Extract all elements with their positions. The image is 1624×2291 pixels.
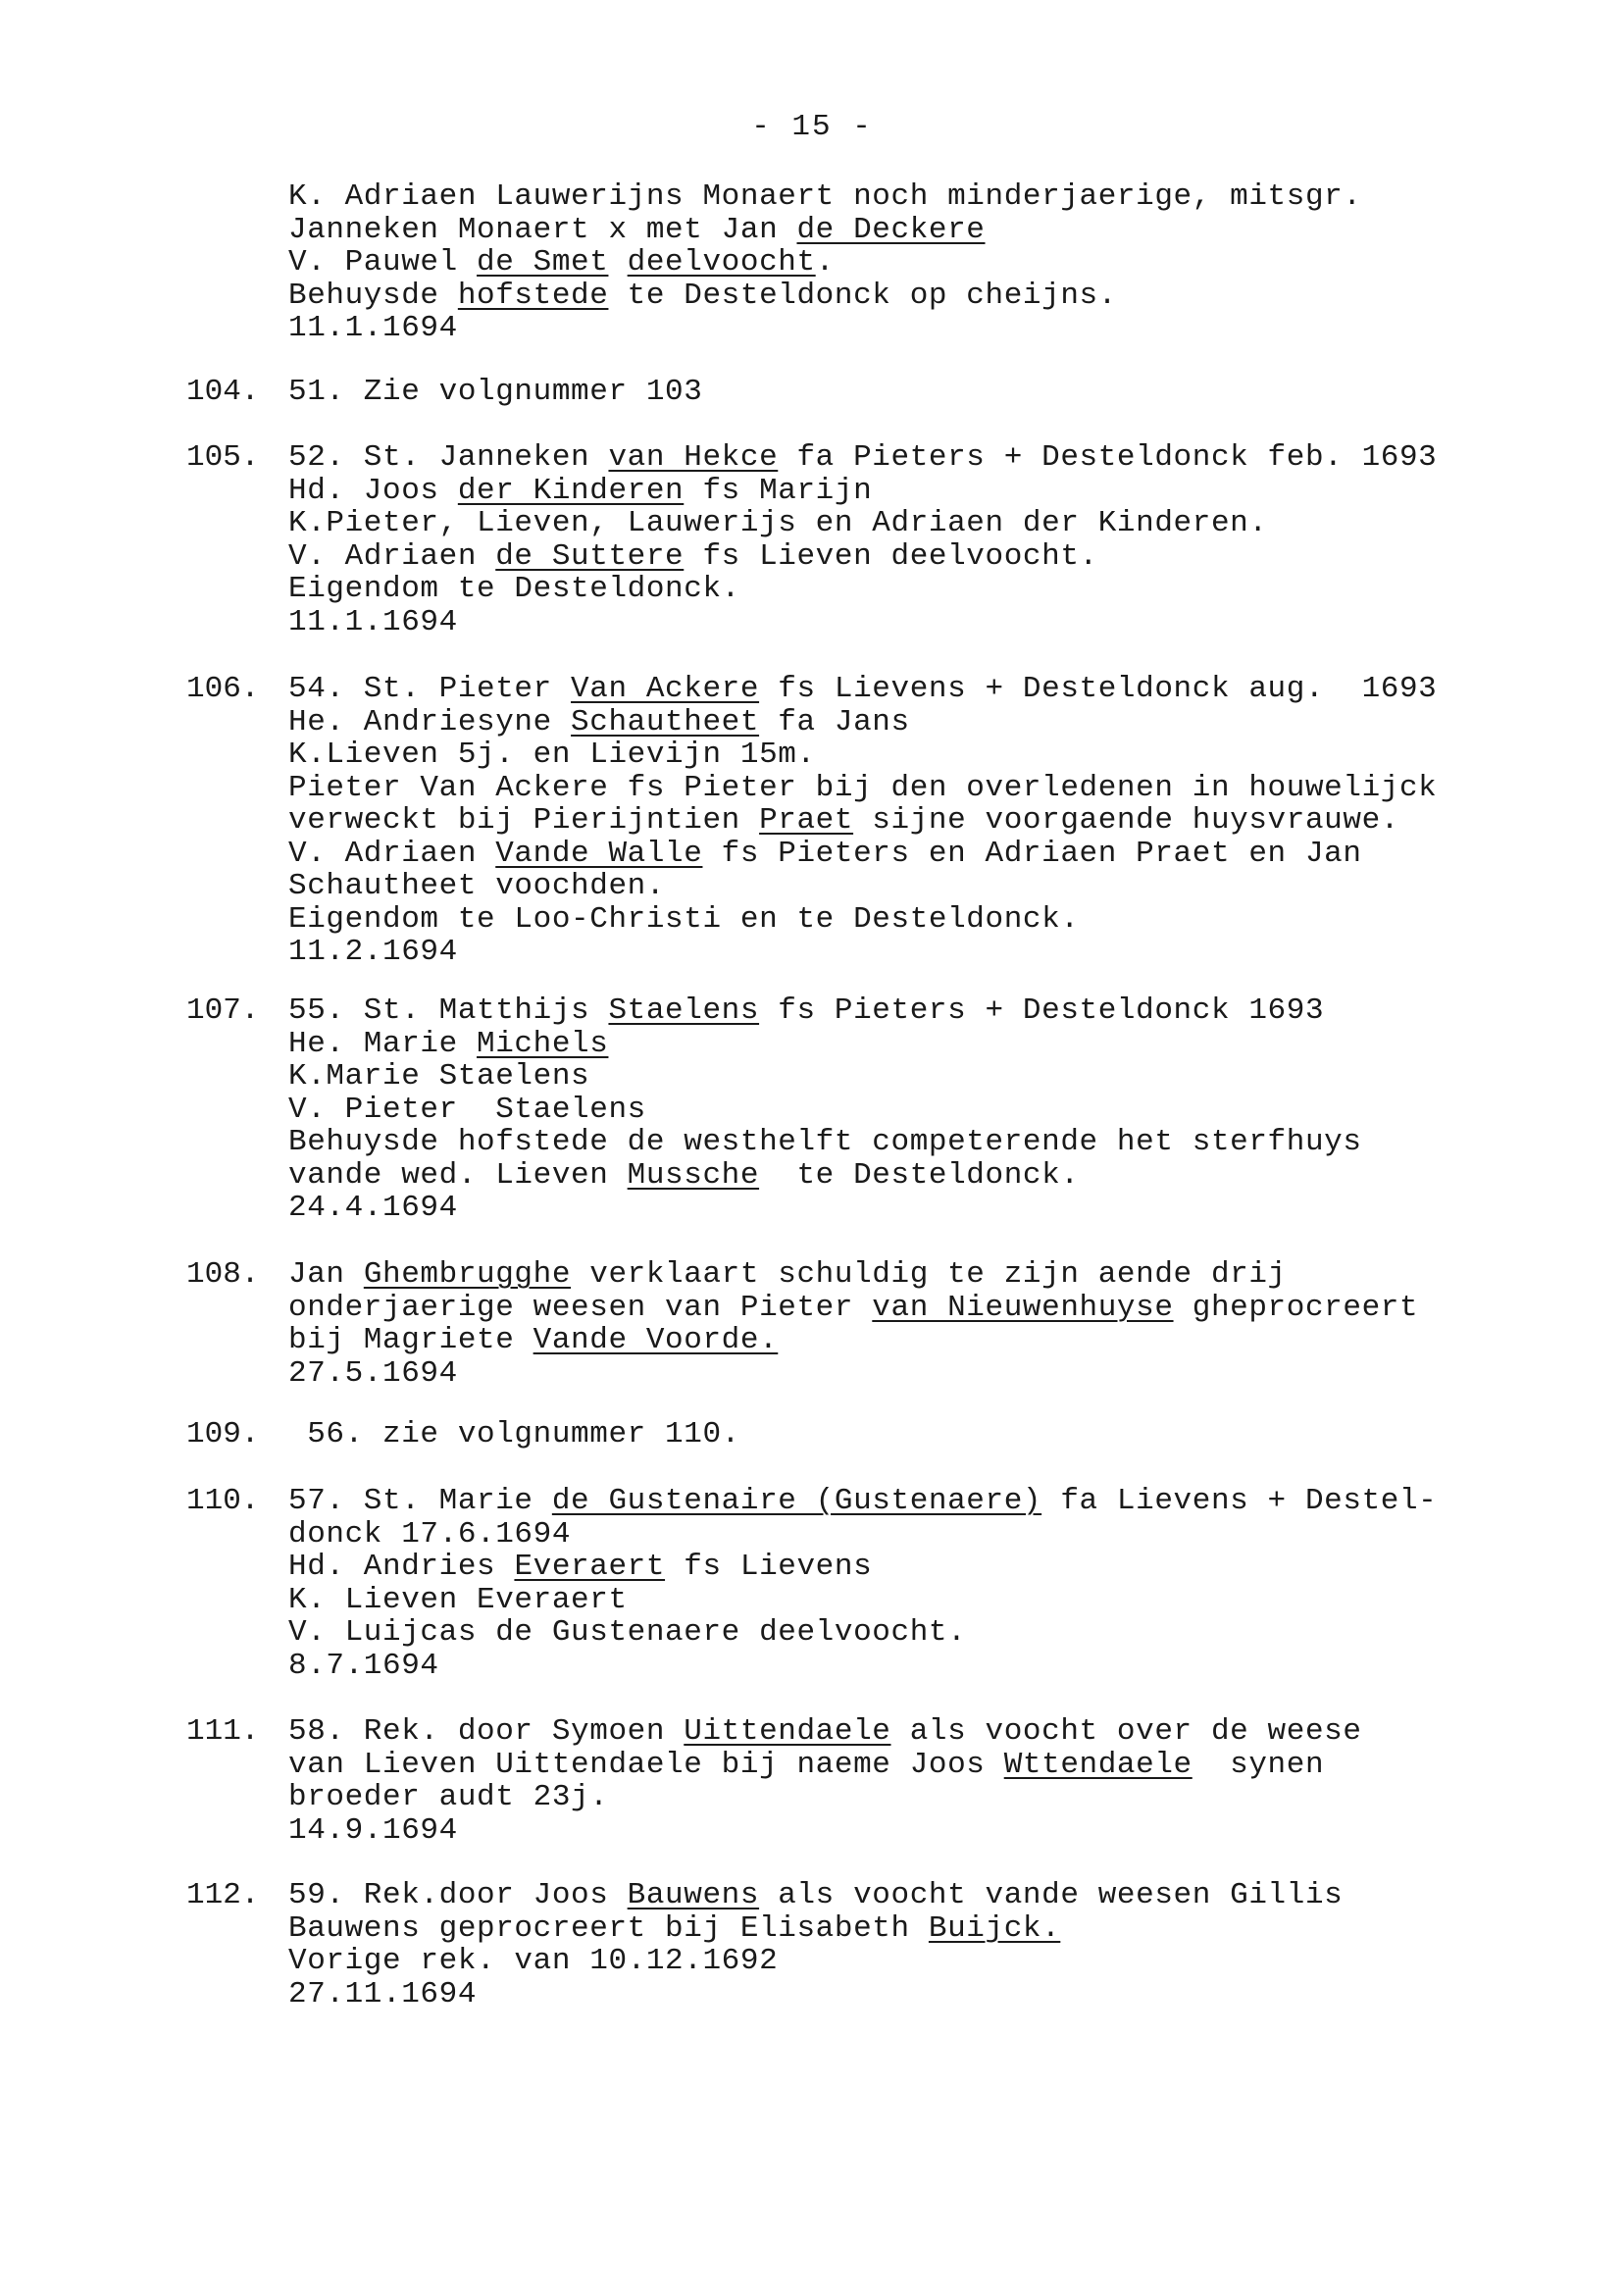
entry-number: 109. <box>186 1417 260 1451</box>
text-segment: bij Magriete <box>288 1323 533 1357</box>
text-segment: K.Pieter, Lieven, Lauwerijs en Adriaen der Kinderen. <box>288 506 1268 540</box>
text-segment: 27.11.1694 <box>288 1976 478 2011</box>
underlined-name: Vande Voorde. <box>533 1323 779 1357</box>
text-segment: 59. Rek.door Joos <box>288 1878 628 1912</box>
entry-lines <box>288 1258 1602 1390</box>
text-segment: van Lieven Uittendaele bij naeme Joos <box>288 1747 1004 1782</box>
text-segment: fs Lievens <box>665 1550 873 1584</box>
text-segment: Behuysde hofstede de westhelft competerende het sterfhuys <box>288 1125 1362 1159</box>
entry-line <box>288 1584 1602 1617</box>
entry-line <box>288 507 1602 540</box>
text-segment: Janneken Monaert x met Jan <box>288 212 797 247</box>
entry-lines <box>288 1485 1602 1682</box>
entry-line <box>288 1551 1602 1584</box>
text-segment: 51. Zie volgnummer 103 <box>288 375 703 409</box>
text-segment: K.Marie Staelens <box>288 1059 590 1094</box>
text-segment: Jan <box>288 1257 364 1292</box>
entry-line <box>288 1060 1602 1094</box>
text-segment: V. Adriaen <box>288 836 496 871</box>
underlined-name: der Kinderen <box>457 473 685 508</box>
entry-lines <box>288 1715 1602 1847</box>
text-segment: Bauwens geprocreert bij Elisabeth <box>288 1910 929 1946</box>
entry-number: 105. <box>186 440 260 475</box>
underlined-name: Ghembrugghe <box>363 1257 572 1292</box>
text-segment: 52. St. Janneken <box>288 440 609 475</box>
entry-line <box>288 1258 1602 1292</box>
text-segment: te Desteldonck. <box>759 1157 1080 1193</box>
underlined-name: hofstede <box>457 278 609 313</box>
text-segment: 24.4.1694 <box>288 1191 458 1225</box>
underlined-name: Bauwens <box>627 1878 760 1912</box>
entry-line <box>288 1094 1602 1127</box>
entry-line <box>288 738 1602 772</box>
text-segment: 58. Rek. door Symoen <box>288 1714 685 1749</box>
text-segment: Hd. Andries <box>288 1550 515 1584</box>
underlined-name: Buijck. <box>928 1910 1061 1946</box>
text-segment: als voocht over de weese <box>890 1714 1362 1749</box>
underlined-name: Everaert <box>514 1550 666 1584</box>
text-segment: sijne voorgaende huysvrauwe. <box>853 803 1399 838</box>
text-segment: fa Lievens + Destel- <box>1041 1484 1438 1518</box>
entry-line <box>288 804 1602 838</box>
underlined-name: de Deckere <box>796 212 986 247</box>
entry-line <box>288 1912 1602 1946</box>
page-number: - 15 - <box>751 110 873 144</box>
entry-number: 110. <box>186 1484 260 1518</box>
text-segment: te Desteldonck op cheijns. <box>608 278 1117 313</box>
text-segment: fs Marijn <box>684 473 873 508</box>
text-segment: K.Lieven 5j. en Lievijn 15m. <box>288 738 816 772</box>
entry-line <box>288 936 1602 969</box>
text-segment: He. Andriesyne <box>288 704 572 739</box>
entry-line <box>288 903 1602 937</box>
entry-line <box>288 1616 1602 1650</box>
text-segment: Eigendom te Desteldonck. <box>288 572 740 606</box>
entry-lines <box>288 1879 1602 2011</box>
entry-line <box>288 1781 1602 1814</box>
text-segment: Eigendom te Loo-Christi en te Desteldonck. <box>288 901 1080 937</box>
text-segment: V. Adriaen <box>288 538 496 574</box>
entry-line <box>288 540 1602 574</box>
entry-line <box>288 573 1602 606</box>
text-segment: 27.5.1694 <box>288 1355 458 1391</box>
text-segment: Behuysde <box>288 278 458 313</box>
text-segment: fs Pieters en Adriaen Praet en Jan <box>702 836 1362 871</box>
entry-line <box>288 706 1602 739</box>
entry-line <box>288 606 1602 639</box>
entry-line <box>288 1650 1602 1683</box>
underlined-name: Wttendaele <box>1003 1747 1193 1782</box>
entry-line <box>288 441 1602 475</box>
entry-lines <box>288 1418 1602 1451</box>
text-segment: fs Pieters + Desteldonck 1693 <box>759 993 1325 1028</box>
entry-line <box>288 246 1602 280</box>
entry-line <box>288 1292 1602 1325</box>
text-segment: als voocht vande weesen Gillis <box>759 1878 1344 1912</box>
entry-lines <box>288 994 1602 1225</box>
text-segment: fs Lievens + Desteldonck aug. 1693 <box>759 672 1438 706</box>
text-segment: 11.1.1694 <box>288 311 458 345</box>
underlined-name: Vande Walle <box>495 836 703 871</box>
entry-line <box>288 1418 1602 1451</box>
entry-line <box>288 180 1602 214</box>
text-segment: broeder audt 23j. <box>288 1780 609 1814</box>
underlined-name: deelvoocht <box>627 245 816 280</box>
entry-line <box>288 1028 1602 1061</box>
entry-number: 107. <box>186 993 260 1028</box>
text-segment: 14.9.1694 <box>288 1812 458 1848</box>
text-segment: vande wed. Lieven <box>288 1157 628 1193</box>
entry-number: 104. <box>186 375 260 409</box>
text-segment: verweckt bij Pierijntien <box>288 803 760 838</box>
entry-lines <box>288 441 1602 638</box>
underlined-name: de Smet <box>477 245 609 280</box>
entry-line <box>288 312 1602 345</box>
entry-line <box>288 1879 1602 1912</box>
text-segment: onderjaerige weesen van Pieter <box>288 1290 873 1325</box>
text-segment: fa Jans <box>759 704 910 739</box>
text-segment: gheprocreert <box>1173 1290 1419 1325</box>
text-segment: synen <box>1192 1747 1325 1782</box>
entry-number: 108. <box>186 1257 260 1292</box>
entry-lines <box>288 376 1602 409</box>
text-segment: 11.2.1694 <box>288 935 458 969</box>
text-segment: K. Lieven Everaert <box>288 1582 628 1617</box>
entry-line <box>288 1485 1602 1518</box>
text-segment: 55. St. Matthijs <box>288 993 609 1028</box>
text-segment: 54. St. Pieter <box>288 672 572 706</box>
underlined-name: Staelens <box>608 993 760 1028</box>
underlined-name: de Suttere <box>495 538 685 574</box>
text-segment: 8.7.1694 <box>288 1648 439 1683</box>
text-segment: 11.1.1694 <box>288 604 458 639</box>
text-segment: V. Luijcas de Gustenaere deelvoocht. <box>288 1615 967 1650</box>
entry-number: 111. <box>186 1714 260 1749</box>
underlined-name: Praet <box>759 803 854 838</box>
underlined-name: Uittendaele <box>684 1714 891 1749</box>
text-segment: Pieter Van Ackere fs Pieter bij den overledenen in houwelijck <box>288 770 1438 805</box>
text-segment: fs Lieven deelvoocht. <box>684 538 1098 574</box>
underlined-name: van Hekce <box>608 440 779 475</box>
entry-line <box>288 1192 1602 1225</box>
underlined-name: van Nieuwenhuyse <box>872 1290 1174 1325</box>
text-segment: 57. St. Marie <box>288 1484 552 1518</box>
entry-line <box>288 280 1602 313</box>
text-segment: Schautheet voochden. <box>288 869 666 903</box>
text-segment: Vorige rek. van 10.12.1692 <box>288 1944 779 1978</box>
entry-number: 112. <box>186 1878 260 1912</box>
text-segment <box>608 245 627 280</box>
entry-line <box>288 772 1602 805</box>
entry-line <box>288 1126 1602 1159</box>
text-segment: K. Adriaen Lauwerijns Monaert noch minderjaerige, mitsgr. <box>288 179 1362 214</box>
underlined-name: de Gustenaire (Gustenaere) <box>551 1484 1042 1518</box>
text-segment: 56. zie volgnummer 110. <box>288 1417 740 1451</box>
entry-line <box>288 1945 1602 1978</box>
entry-line <box>288 475 1602 508</box>
text-segment: donck 17.6.1694 <box>288 1516 572 1552</box>
entry-number: 106. <box>186 672 260 706</box>
entry-line <box>288 376 1602 409</box>
entry-line <box>288 214 1602 247</box>
entry-line <box>288 838 1602 871</box>
text-segment: V. Pieter Staelens <box>288 1092 646 1127</box>
underlined-name: Mussche <box>627 1157 760 1193</box>
underlined-name: Van Ackere <box>571 672 760 706</box>
entry-line <box>288 1978 1602 2011</box>
entry-line <box>288 1814 1602 1848</box>
text-segment: verklaart schuldig te zijn aende drij <box>571 1257 1287 1292</box>
entry-line <box>288 994 1602 1028</box>
underlined-name: Schautheet <box>571 704 760 739</box>
text-segment: fa Pieters + Desteldonck feb. 1693 <box>778 440 1438 475</box>
text-segment: Hd. Joos <box>288 473 458 508</box>
entry-line <box>288 1324 1602 1357</box>
entry-line <box>288 1715 1602 1749</box>
text-segment: He. Marie <box>288 1026 478 1061</box>
entry-lines <box>288 180 1602 345</box>
entry-line <box>288 1518 1602 1552</box>
entry-line <box>288 870 1602 903</box>
entry-line <box>288 1357 1602 1391</box>
text-segment: . <box>815 245 835 280</box>
underlined-name: Michels <box>477 1026 609 1061</box>
text-segment: V. Pauwel <box>288 245 478 280</box>
entry-line <box>288 1159 1602 1193</box>
entry-lines <box>288 673 1602 969</box>
entry-line <box>288 673 1602 706</box>
entry-line <box>288 1749 1602 1782</box>
